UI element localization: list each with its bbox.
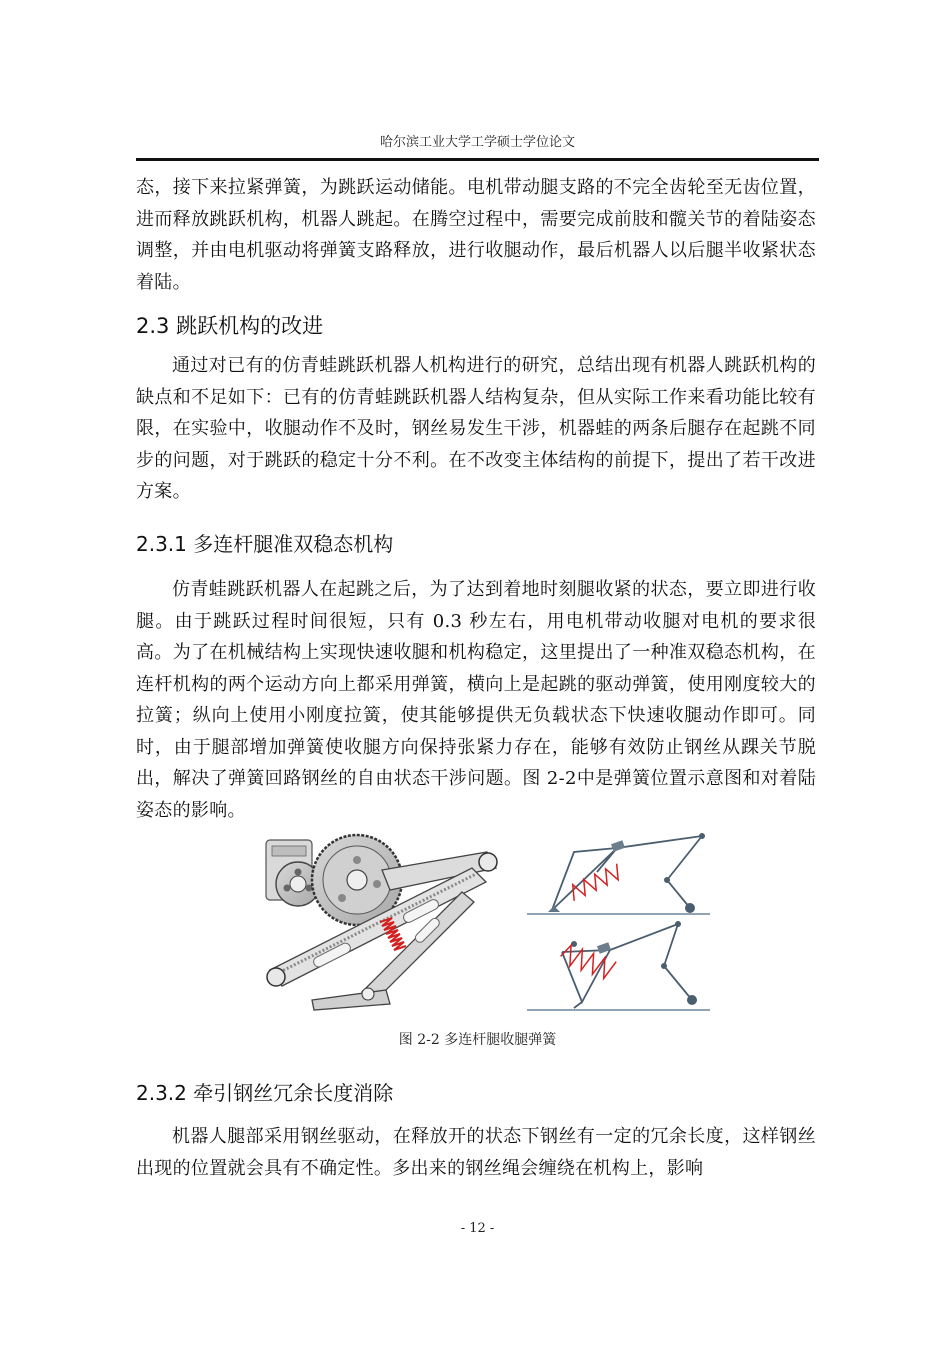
figure-illustration <box>262 832 712 1017</box>
figure-2-2 <box>262 832 712 1017</box>
section-heading-2-3: 2.3 跳跃机构的改进 <box>136 314 324 338</box>
page-number: - 12 - <box>460 1221 495 1236</box>
paragraph-2-3-1: 仿青蛙跳跃机器人在起跳之后，为了达到着地时刻腿收紧的状态，要立即进行收腿。由于跳跃过程时间很短，只有 0.3 秒左右，用电机带动收腿对电机的要求很高。为了在机械结构上实现快速收腿和机构稳定，这里提出了一种准双稳态机构，在连杆机构的两个运动方向上都采用弹簧，横向上是起跳的驱动弹簧，使用刚度较大的拉簧；纵向上使用小刚度拉簧，使其能够提供无负载状态下快速收腿动作即可。同时，由于腿部增加弹簧使收腿方向保持张紧力存在，能够有效防止钢丝从踝关节脱出，解决了弹簧回路钢丝的自由状态干涉问题。图 2-2中是弹簧位置示意图和对着陆姿态的影响。 <box>136 579 816 821</box>
spring-schematic-extended <box>527 833 710 914</box>
paragraph-2-3: 通过对已有的仿青蛙跳跃机器人机构进行的研究，总结出现有机器人跳跃机构的缺点和不足如下：已有的仿青蛙跳跃机器人结构复杂，但从实际工作来看功能比较有限，在实验中，收腿动作不及时，钢丝易发生干涉，机器蛙的两条后腿存在起跳不同步的问题，对于跳跃的稳定十分不利。在不改变主体结构的前提下，提出了若干改进方案。 <box>136 355 816 502</box>
header-rule <box>136 158 819 161</box>
leg-mechanism-render <box>266 835 497 1010</box>
paragraph-2-3-2: 机器人腿部采用钢丝驱动，在释放开的状态下钢丝有一定的冗余长度，这样钢丝出现的位置就会具有不确定性。多出来的钢丝绳会缠绕在机构上，影响 <box>136 1126 816 1179</box>
section-heading-2-3-1: 2.3.1 多连杆腿准双稳态机构 <box>136 532 394 556</box>
paragraph-intro: 态，接下来拉紧弹簧，为跳跃运动储能。电机带动腿支路的不完全齿轮至无齿位置，进而释放跳跃机构，机器人跳起。在腾空过程中，需要完成前肢和髋关节的着陆姿态调整，并由电机驱动将弹簧支路释放，进行收腿动作，最后机器人以后腿半收紧状态着陆。 <box>136 177 816 293</box>
section-heading-2-3-2: 2.3.2 牵引钢丝冗余长度消除 <box>136 1081 394 1105</box>
spring-schematic-retracted <box>527 921 710 1010</box>
page-header: 哈尔滨工业大学工学硕士学位论文 <box>379 135 575 150</box>
figure-caption: 图 2-2 多连杆腿收腿弹簧 <box>398 1032 557 1048</box>
